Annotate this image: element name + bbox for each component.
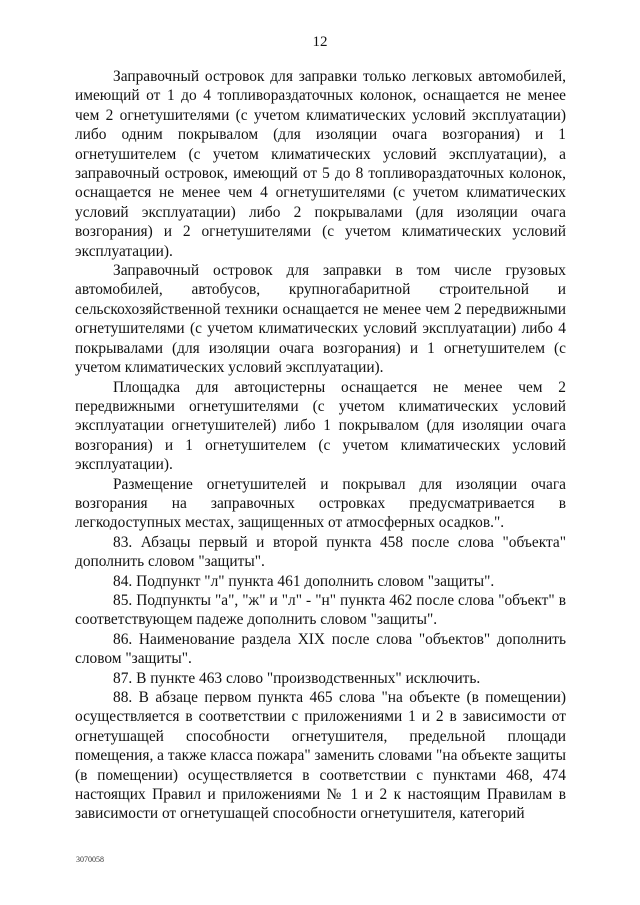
paragraph: Размещение огнетушителей и покрывал для изоляции очага возгорания на заправочных островках предусматривается в легкодоступных местах, защищенных от атмосферных осадков.". bbox=[75, 475, 566, 532]
page-number: 12 bbox=[312, 34, 328, 50]
paragraph: 85. Подпункты "а", "ж" и "л" - "н" пункта 462 после слова "объект" в соответствующем падеже дополнить словом "защиты". bbox=[75, 591, 566, 629]
paragraph: 88. В абзаце первом пункта 465 слова "на объекте (в помещении) осуществляется в соответствии с приложениями 1 и 2 в зависимости от огнетушащей способности огнетушителя, предельной площади помещения, а также класса пожара" заменить словами "на объекте защиты (в помещении) осуществляется в соответствии с пунктами 468, 474 настоящих Правил и приложениями № 1 и 2 к настоящим Правилам в зависимости от огнетушащей способности огнетушителя, категорий bbox=[75, 689, 566, 823]
paragraph: 83. Абзацы первый и второй пункта 458 после слова "объекта" дополнить словом "защиты". bbox=[75, 533, 566, 571]
paragraph: Заправочный островок для заправки в том числе грузовых автомобилей, автобусов, крупногабаритной строительной и сельскохозяйственной техники оснащается не менее чем 2 передвижными огнетушителями (с учетом климатических условий эксплуатации) либо 4 покрывалами (для изоляции очага возгорания) и 1 огнетушителем (с учетом климатических условий эксплуатации). bbox=[75, 262, 566, 377]
paragraph: 87. В пункте 463 слово "производственных" исключить. bbox=[113, 669, 481, 687]
paragraph: 86. Наименование раздела XIX после слова "объектов" дополнить словом "защиты". bbox=[75, 630, 566, 668]
paragraph: 84. Подпункт "л" пункта 461 дополнить словом "защиты". bbox=[113, 572, 495, 590]
paragraph: Площадка для автоцистерны оснащается не менее чем 2 передвижными огнетушителями (с учетом климатических условий эксплуатации огнетушителей) либо 1 покрывалом (для изоляции очага возгорания) и 1 огнетушителем (с учетом климатических условий эксплуатации). bbox=[75, 378, 566, 474]
document-body bbox=[75, 67, 566, 824]
paragraph: Заправочный островок для заправки только легковых автомобилей, имеющий от 1 до 4 топливораздаточных колонок, оснащается не менее чем 2 огнетушителями (с учетом климатических условий эксплуатации) либо одним покрывалом (для изоляции очага возгорания) и 1 огнетушителем (с учетом климатических условий эксплуатации), а заправочный островок, имеющий от 5 до 8 топливораздаточных колонок, оснащается не менее чем 4 огнетушителями (с учетом климатических условий эксплуатации) либо 2 покрывалами (для изоляции очага возгорания) и 2 огнетушителями (с учетом климатических условий эксплуатации). bbox=[75, 68, 566, 260]
document-code: 3070058 bbox=[76, 855, 104, 864]
